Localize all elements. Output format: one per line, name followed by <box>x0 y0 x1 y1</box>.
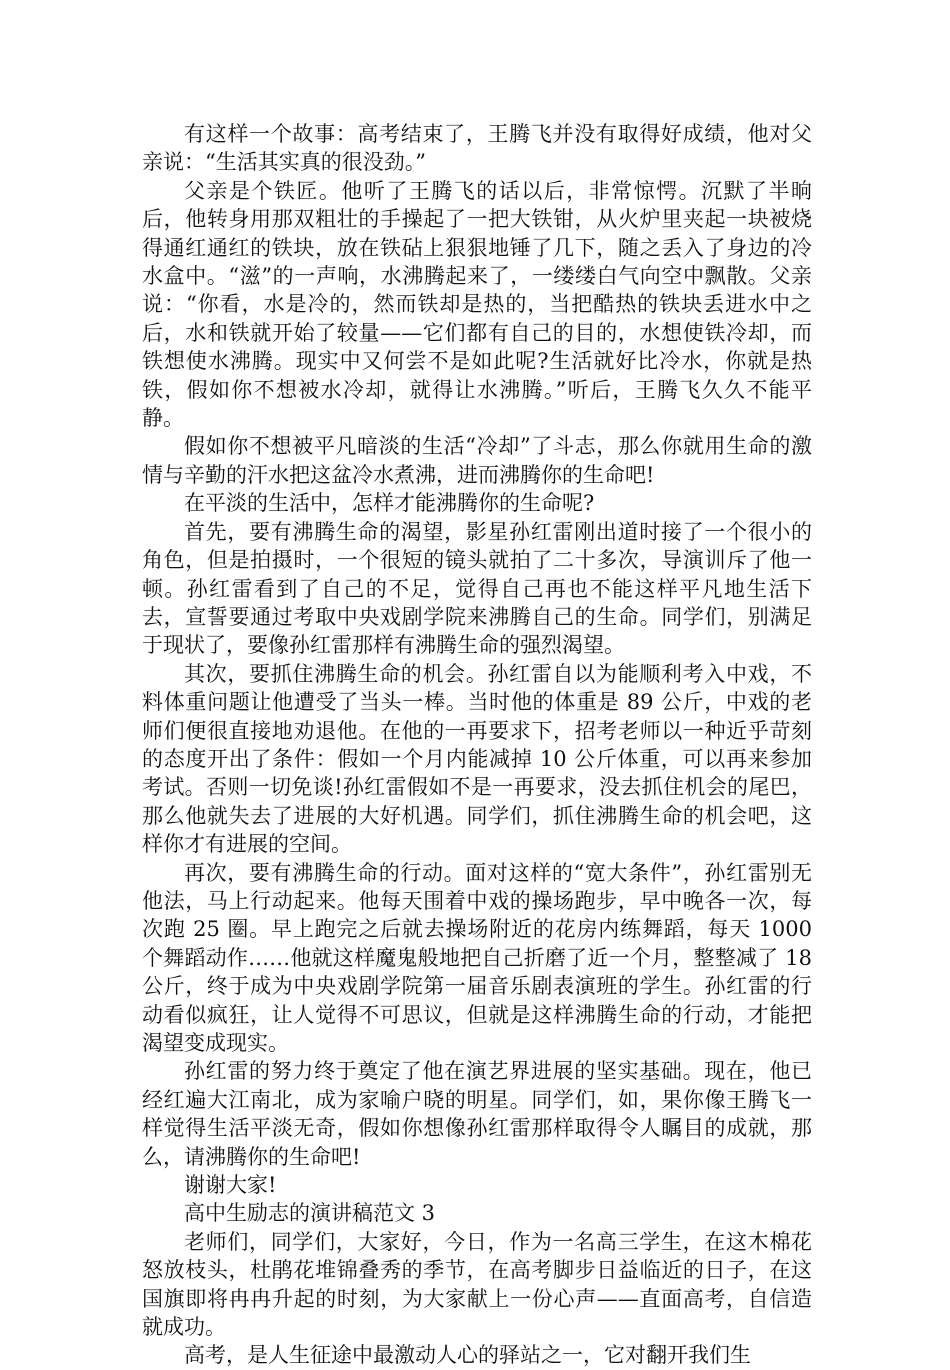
paragraph-gaokao: 高考，是人生征途中最激动人心的驿站之一，它对翻开我们生 <box>184 1343 751 1368</box>
section-heading: 高中生励志的演讲稿范文 3 <box>184 1201 436 1226</box>
paragraph-thanks: 谢谢大家! <box>184 1173 277 1198</box>
paragraph-third-action: 再次，要有沸腾生命的行动。面对这样的“宽大条件”，孙红雷别无他法，马上行动起来。他每天围着中戏的操场跑步，早中晚各一次，每次跑 25 圈。早上跑完之后就去操场附近的花房内练舞蹈，每天 1000 个舞蹈动作……他就这样魔鬼般地把自己折磨了近一个月，整整减了 18 公斤，终于成为中央戏剧学院第一届音乐剧表演班的学生。孙红雷的行动看似疯狂，让人觉得不可思议，但就是这样沸腾生命的行动，才能把渴望变成现实。 <box>142 860 812 1055</box>
paragraph-boil-life: 假如你不想被平凡暗淡的生活“冷却”了斗志，那么你就用生命的激情与辛勤的汗水把这盆冷水煮沸，进而沸腾你的生命吧! <box>142 434 812 487</box>
paragraph-blacksmith: 父亲是个铁匠。他听了王腾飞的话以后，非常惊愕。沉默了半晌后，他转身用那双粗壮的手操起了一把大铁钳，从火炉里夹起一块被烧得通红通红的铁块，放在铁砧上狠狠地锤了几下，随之丢入了身边的冷水盒中。“滋”的一声响，水沸腾起来了，一缕缕白气向空中飘散。父亲说：“你看，水是冷的，然而铁却是热的，当把酷热的铁块丢进水中之后，水和铁就开始了较量——它们都有自己的目的，水想使铁冷却，而铁想使水沸腾。现实中又何尝不是如此呢?生活就好比冷水，你就是热铁，假如你不想被水冷却，就得让水沸腾。”听后，王腾飞久久不能平静。 <box>142 178 812 431</box>
paragraph-conclusion: 孙红雷的努力终于奠定了他在演艺界进展的坚实基础。现在，他已经红遍大江南北，成为家喻户晓的明星。同学们，如，果你像王腾飞一样觉得生活平淡无奇，假如你想像孙红雷那样取得令人瞩目的成就，那么，请沸腾你的生命吧! <box>142 1059 812 1169</box>
paragraph-second-opportunity: 其次，要抓住沸腾生命的机会。孙红雷自以为能顺利考入中戏，不料体重问题让他遭受了当头一棒。当时他的体重是 89 公斤，中戏的老师们便很直接地劝退他。在他的一再要求下，招考老师以一种近乎苛刻的态度开出了条件：假如一个月内能减掉 10 公斤体重，可以再来参加考试。否则一切免谈!孙红雷假如不是一再要求，没去抓住机会的尾巴，那么他就失去了进展的大好机遇。同学们，抓住沸腾生命的机会吧，这样你才有进展的空间。 <box>142 661 812 857</box>
paragraph-first-desire: 首先，要有沸腾生命的渴望，影星孙红雷刚出道时接了一个很小的角色，但是拍摄时，一个很短的镜头就拍了二十多次，导演训斥了他一顿。孙红雷看到了自己的不足，觉得自己再也不能这样平凡地生活下去，宣誓要通过考取中央戏剧学院来沸腾自己的生命。同学们，别满足于现状了，要像孙红雷那样有沸腾生命的强烈渴望。 <box>142 519 812 658</box>
document-page <box>142 120 812 1370</box>
paragraph-greeting: 老师们，同学们，大家好，今日，作为一名高三学生，在这木棉花怒放枝头，杜鹃花堆锦叠秀的季节，在高考脚步日益临近的日子，在这国旗即将冉冉升起的时刻，为大家献上一份心声——直面高考，自信造就成功。 <box>142 1229 812 1340</box>
paragraph-story-intro: 有这样一个故事：高考结束了，王腾飞并没有取得好成绩，他对父亲说：“生活其实真的很没劲。” <box>142 122 812 175</box>
paragraph-question: 在平淡的生活中，怎样才能沸腾你的生命呢? <box>184 491 595 516</box>
